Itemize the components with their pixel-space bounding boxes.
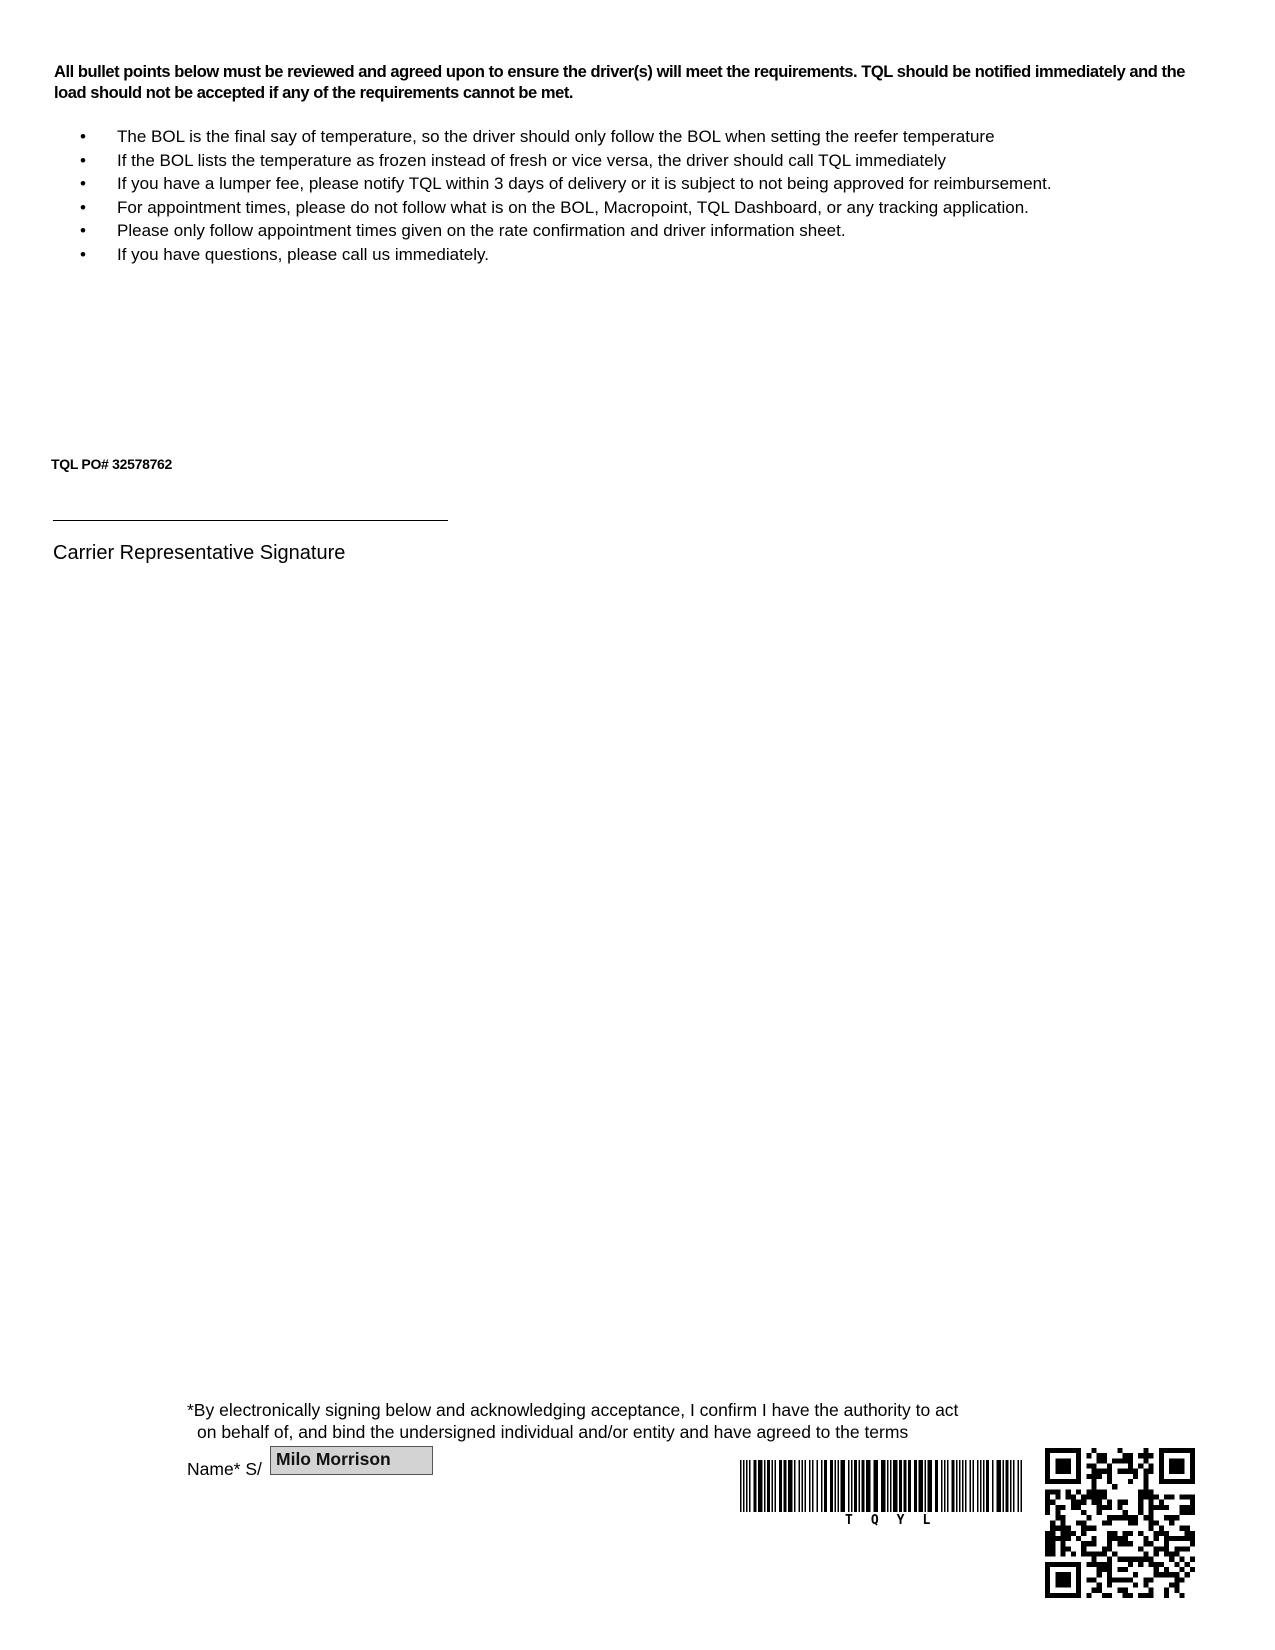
list-item bbox=[80, 243, 1260, 267]
bullet-icon: • bbox=[80, 127, 86, 146]
acknowledgement-line-1: *By electronically signing below and acknowledging acceptance, I confirm I have the authority to act bbox=[187, 1400, 959, 1420]
signature-line[interactable] bbox=[53, 520, 448, 521]
list-item bbox=[80, 219, 1260, 243]
bullet-icon: • bbox=[80, 221, 86, 241]
bullet-icon: • bbox=[80, 150, 86, 170]
name-signature-field[interactable]: Milo Morrison bbox=[270, 1446, 433, 1475]
requirements-list bbox=[80, 125, 1260, 267]
qr-code-icon bbox=[1045, 1448, 1195, 1598]
list-item bbox=[80, 196, 1260, 220]
list-item bbox=[80, 149, 1260, 173]
bullet-text: If the BOL lists the temperature as frozen instead of fresh or vice versa, the driver should call TQL immediately bbox=[117, 150, 946, 170]
bullet-icon: • bbox=[80, 197, 86, 217]
barcode-icon bbox=[740, 1460, 1025, 1512]
list-item bbox=[80, 125, 1260, 149]
requirements-intro: All bullet points below must be reviewed and agreed upon to ensure the driver(s) will meet the requirements. TQL should be notified immediately and the load should not be accepted if any of the requirements cannot be met. bbox=[54, 63, 1185, 102]
bullet-icon: • bbox=[80, 174, 86, 194]
bullet-text: Please only follow appointment times given on the rate confirmation and driver information sheet. bbox=[117, 221, 846, 241]
barcode-text: TQYL bbox=[845, 1513, 949, 1528]
signature-label: Carrier Representative Signature bbox=[53, 542, 346, 564]
bullet-text: If you have questions, please call us immediately. bbox=[117, 244, 489, 264]
acknowledgement-line-2: on behalf of, and bind the undersigned individual and/or entity and have agreed to the terms bbox=[197, 1422, 909, 1442]
acknowledgement-text bbox=[187, 1399, 1087, 1443]
bullet-icon: • bbox=[80, 244, 86, 264]
po-number: TQL PO# 32578762 bbox=[51, 456, 173, 472]
bullet-text: For appointment times, please do not follow what is on the BOL, Macropoint, TQL Dashboard, or any tracking application. bbox=[117, 197, 1029, 217]
list-item bbox=[80, 172, 1260, 196]
name-label: Name* S/ bbox=[187, 1459, 262, 1479]
bullet-text: The BOL is the final say of temperature, so the driver should only follow the BOL when setting the reefer temperature bbox=[117, 127, 995, 146]
bullet-text: If you have a lumper fee, please notify TQL within 3 days of delivery or it is subject to not being approved for reimbursement. bbox=[117, 174, 1052, 194]
